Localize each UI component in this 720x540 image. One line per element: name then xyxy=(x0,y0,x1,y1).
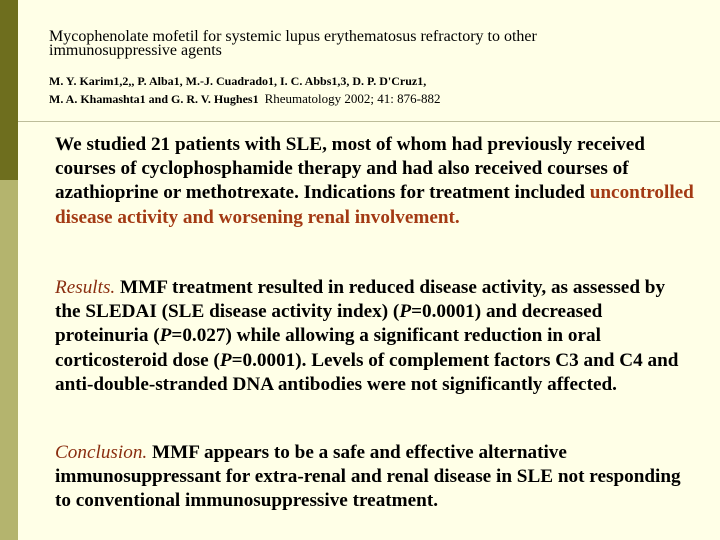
methods-text: We studied 21 patients with SLE, most of whom had previously received courses of cyclophosphamide therapy and had also received courses of azathioprine or methotrexate. Indications for treatment included xyxy=(55,134,645,204)
results-text-3: =0.027) while allowing a significant reduction in oral corticosteroid dose ( xyxy=(55,325,601,371)
methods-highlight: uncontrolled disease activity and worsening renal involvement. xyxy=(55,182,694,228)
title-line-1: Mycophenolate mofetil for systemic lupus erythematosus refractory to other xyxy=(49,28,537,45)
journal-reference: Rheumatology 2002; 41: 876-882 xyxy=(264,91,441,106)
conclusion-lead: Conclusion. xyxy=(55,442,148,463)
conclusion-text: MMF appears to be a safe and effective alternative immunosuppressant for extra-renal and renal disease in SLE not responding to conventional immunosuppressive treatment. xyxy=(55,442,681,512)
authors-line-2: M. A. Khamashta1 and G. R. V. Hughes1 xyxy=(49,92,259,106)
conclusion-paragraph xyxy=(55,441,695,514)
results-paragraph xyxy=(55,276,695,397)
p-value-label-1: P xyxy=(399,301,412,323)
results-text-4: =0.0001). Levels of complement factors C3 and C4 and anti-double-stranded DNA antibodies were not significantly affected. xyxy=(55,349,679,395)
title-line-2: immunosuppressive agents xyxy=(49,42,222,59)
results-text-1: MMF treatment resulted in reduced disease activity, as assessed by the SLEDAI (SLE disease activity index) ( xyxy=(55,277,666,323)
header-divider xyxy=(18,121,720,122)
authors-line-1: M. Y. Karim1,2,, P. Alba1, M.-J. Cuadrado1, I. C. Abbs1,3, D. P. D'Cruz1, xyxy=(49,74,427,88)
article-title xyxy=(49,30,709,58)
results-text-2: =0.0001) and decreased proteinuria ( xyxy=(55,301,603,347)
sidebar-accent-light xyxy=(0,180,18,540)
results-lead: Results. xyxy=(55,277,116,298)
methods-paragraph xyxy=(55,133,695,230)
sidebar-accent-dark xyxy=(0,0,18,180)
p-value-label-3: P xyxy=(219,349,232,371)
article-citation xyxy=(49,73,709,108)
p-value-label-2: P xyxy=(159,325,172,347)
